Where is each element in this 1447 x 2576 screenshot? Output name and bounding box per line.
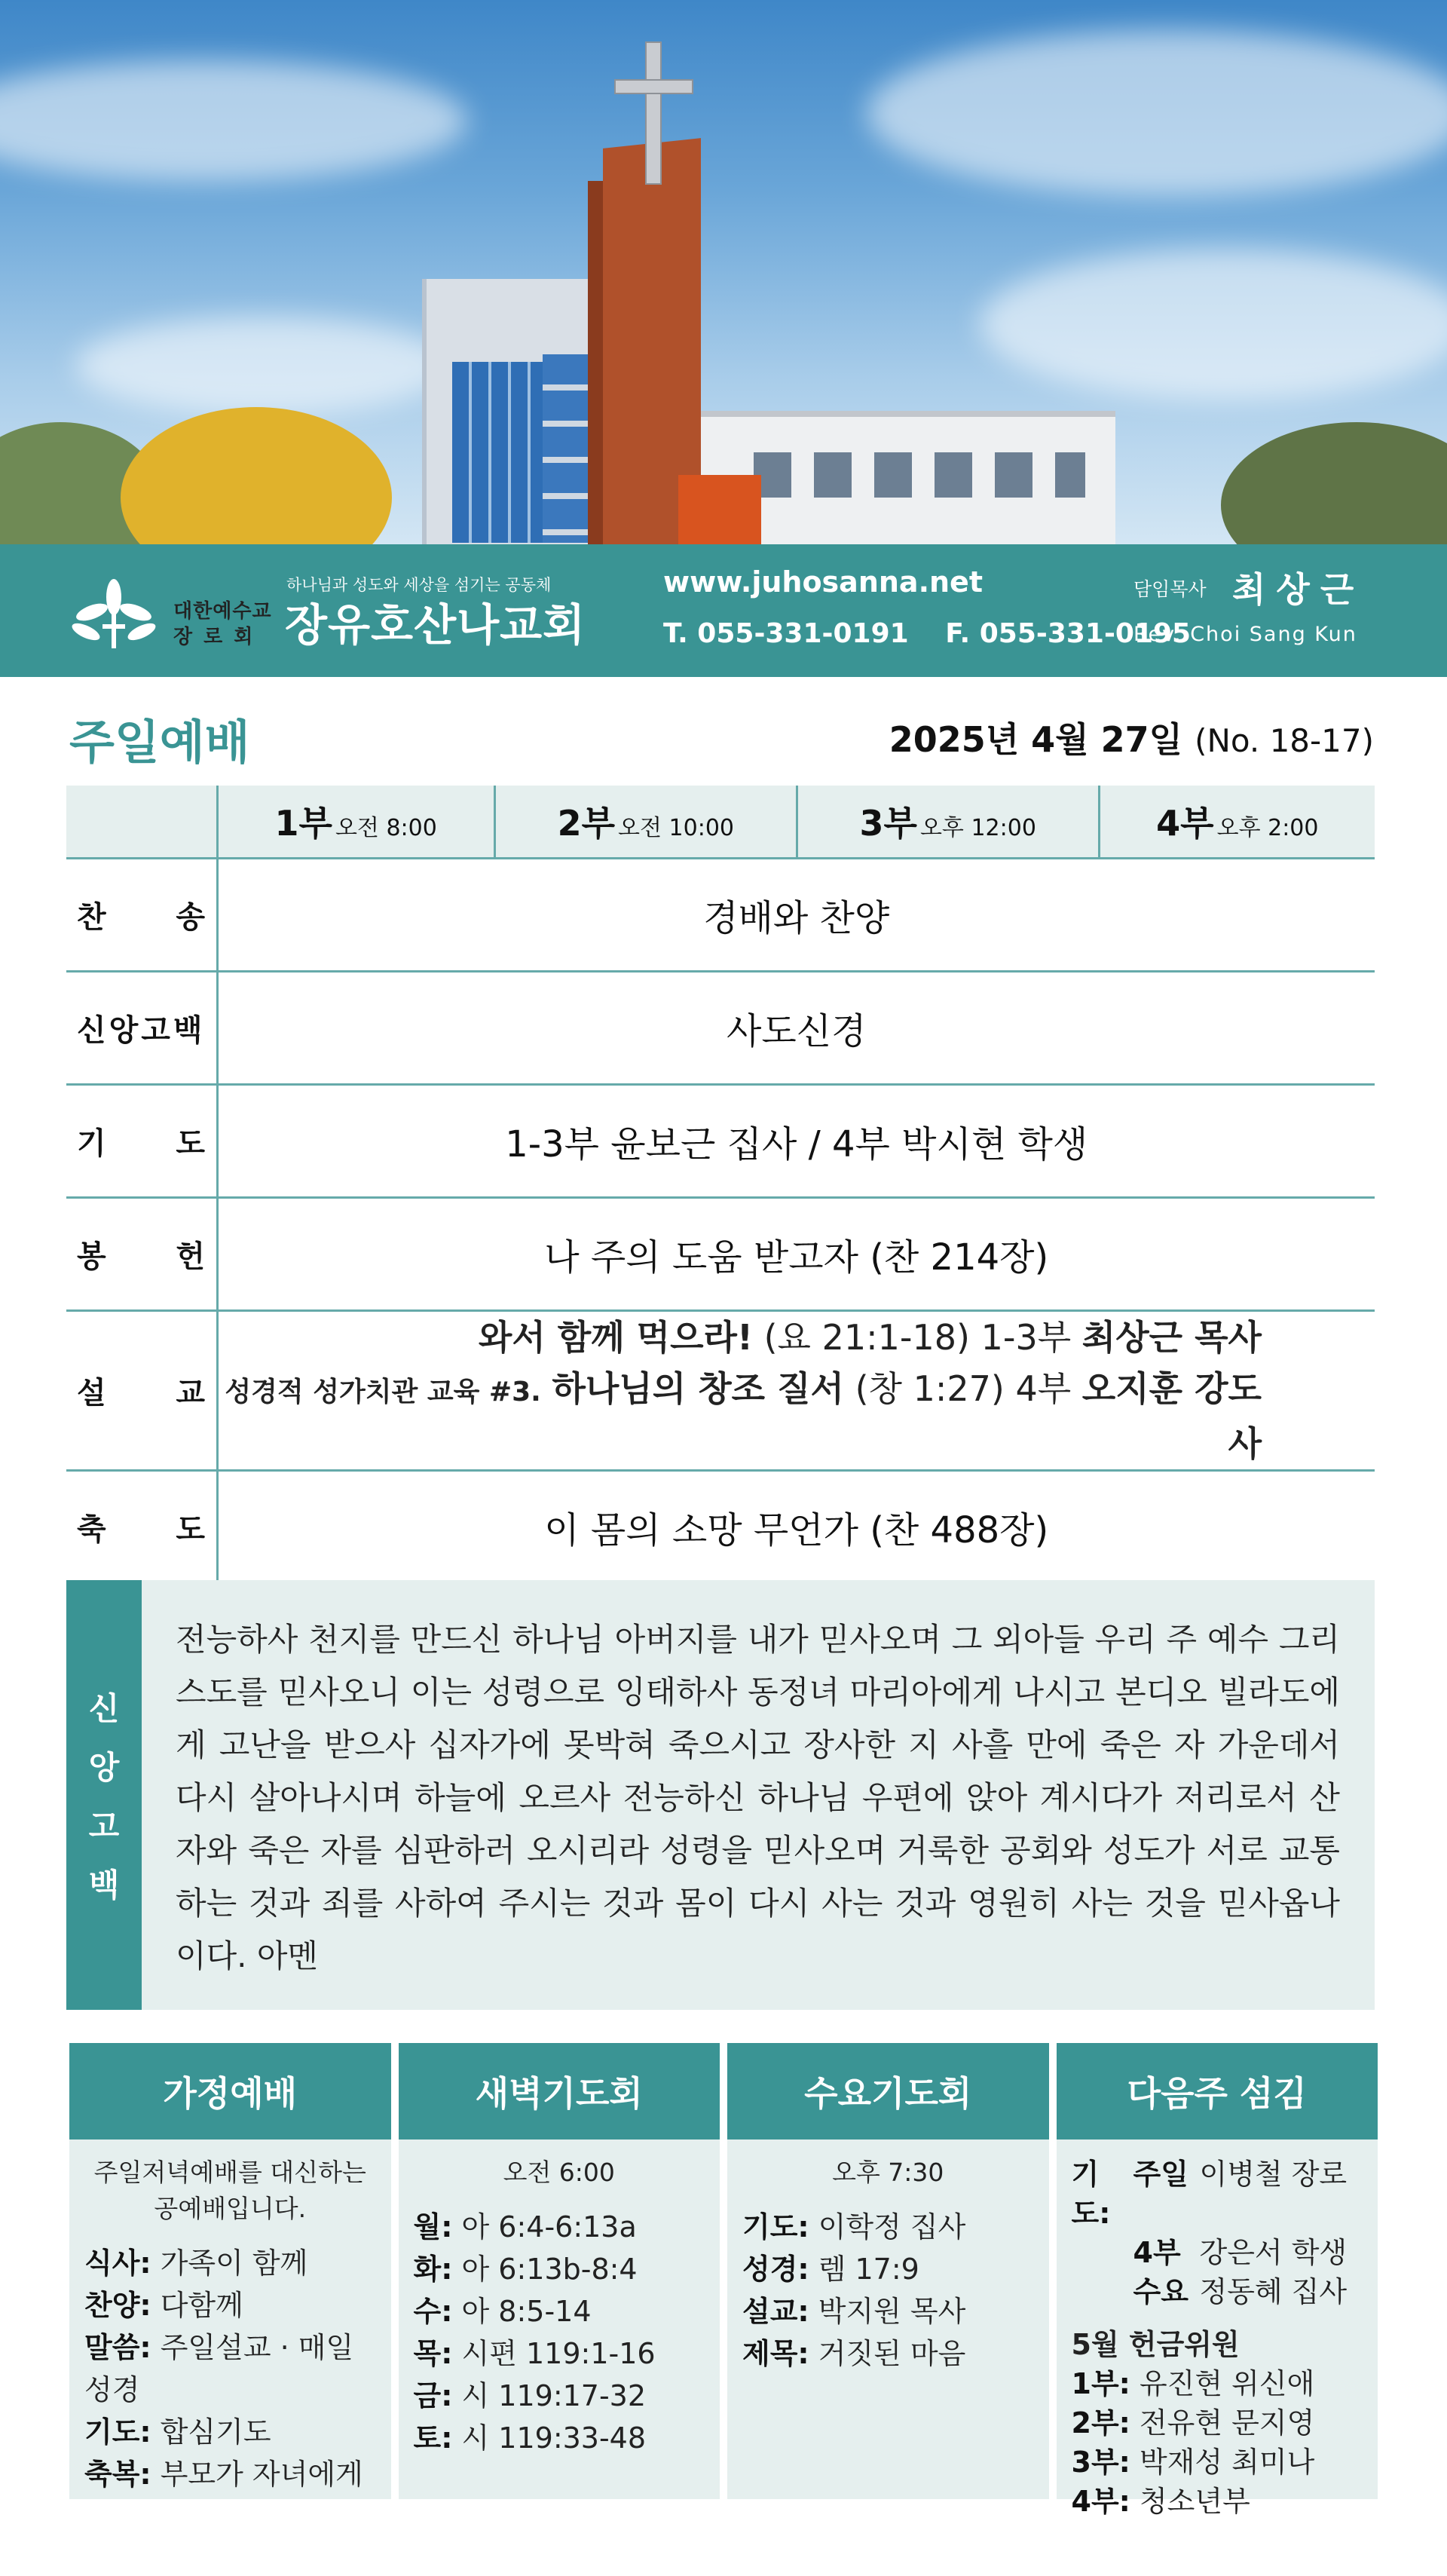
denomination-line1: 대한예수교 <box>173 600 272 623</box>
list-item: 4부 강은서 학생 <box>1133 2236 1348 2269</box>
list-item: 말씀: 주일설교 · 매일성경 <box>84 2331 354 2406</box>
card-title: 새벽기도회 <box>399 2043 720 2140</box>
cross-icon <box>645 41 662 185</box>
service-1: 1부 오전 8:00 <box>217 786 494 858</box>
list-item: 찬양: 다함께 <box>84 2289 243 2322</box>
sermon-value <box>217 1310 1375 1470</box>
service-4: 4부 오후 2:00 <box>1099 786 1375 858</box>
row-label-creed: 신앙고백 <box>66 971 217 1084</box>
bulletin-date <box>889 712 1374 762</box>
table-corner <box>66 786 217 858</box>
list-item: 2부: 전유현 문지영 <box>1071 2406 1315 2440</box>
creed-text: 전능하사 천지를 만드신 하나님 아버지를 내가 믿사오며 그 외아들 우리 주 예수 그리스도를 믿사오니 이는 성령으로 잉태하사 동정녀 마리아에게 나시고 본디오 빌라도에게 고난을 받으사 십자가에 못박혀 죽으시고 장사한 지 사흘 만에 죽은 자 가운데서 다시 살아나시며 하늘에 오르사 전능하신 하나님 우편에 앉아 계시다가 저리로서 산 자와 죽은 자를 심판하러 오시리라 성령을 믿사오며 거룩한 공회와 성도가 서로 교통하는 것과 죄를 사하여 주시는 것과 몸이 다시 사는 것과 영원히 사는 것을 믿사옵나이다. 아멘 <box>176 1621 1340 1974</box>
list-item: 설교: 박지원 목사 <box>742 2295 966 2328</box>
pastor-title: 담임목사 <box>1133 578 1207 600</box>
creed-value: 사도신경 <box>217 971 1375 1084</box>
list-item: 식사: 가족이 함께 <box>84 2247 308 2280</box>
pastor-name: 최상근 <box>1232 569 1365 610</box>
list-item: 수요 정동혜 집사 <box>1133 2275 1348 2308</box>
card-note: 주일저녁예배를 대신하는 공예배입니다. <box>93 2158 366 2223</box>
family-worship-card <box>69 2043 391 2499</box>
list-item: 4부: 청소년부 <box>1071 2485 1250 2518</box>
list-item: 제목: 거짓된 마음 <box>742 2337 966 2370</box>
worship-order-table <box>66 786 1375 1585</box>
table-row <box>66 1197 1375 1310</box>
church-slogan: 하나님과 성도와 세상을 섬기는 공동체 <box>286 576 552 594</box>
table-row <box>66 971 1375 1084</box>
section-title: 주일예배 <box>69 715 250 770</box>
church-logo-icon <box>69 573 158 651</box>
sermon-line-1: 와서 함께 먹으라! (요 21:1-18) 1-3부 최상근 목사 <box>478 1316 1262 1358</box>
service-2: 2부 오전 10:00 <box>494 786 797 858</box>
list-item: 화: 아 6:13b-8:4 <box>413 2253 638 2286</box>
benediction-value: 이 몸의 소망 무언가 (찬 488장) <box>217 1470 1375 1583</box>
row-label-benediction: 축 도 <box>66 1470 217 1583</box>
table-row <box>66 1310 1375 1470</box>
info-cards <box>69 2043 1378 2518</box>
fax-number: F. 055-331-0195 <box>945 618 1192 649</box>
list-item: 목: 시편 119:1-16 <box>413 2337 656 2370</box>
card-title: 가정예배 <box>69 2043 391 2140</box>
row-label-offering: 봉 헌 <box>66 1197 217 1310</box>
praise-value: 경배와 찬양 <box>217 858 1375 971</box>
wednesday-prayer-card <box>727 2043 1049 2499</box>
dawn-prayer-card <box>399 2043 720 2499</box>
list-item: 기도: 주일 이병철 장로 <box>1071 2158 1348 2230</box>
card-title: 다음주 섬김 <box>1057 2043 1378 2140</box>
list-item: 월: 아 6:4-6:13a <box>413 2210 637 2244</box>
row-label-prayer: 기 도 <box>66 1084 217 1197</box>
list-item: 기도: 합심기도 <box>84 2415 271 2449</box>
card-time: 오전 6:00 <box>503 2158 615 2187</box>
list-item: 성경: 렘 17:9 <box>742 2253 919 2286</box>
table-row <box>66 858 1375 971</box>
row-label-sermon: 설 교 <box>66 1310 217 1470</box>
list-item: 축복: 부모가 자녀에게 <box>84 2458 363 2491</box>
church-building-photo <box>0 0 1447 544</box>
sermon-line-2: 성경적 성가치관 교육 #3. 하나님의 창조 질서 (창 1:27) 4부 오지훈 강도사 <box>225 1368 1262 1464</box>
prayer-value: 1-3부 윤보근 집사 / 4부 박시현 학생 <box>217 1084 1375 1197</box>
pastor-name-en: Rev. Choi Sang Kun <box>1133 623 1357 646</box>
table-row <box>66 1084 1375 1197</box>
date-text: 2025년 4월 27일 <box>889 719 1183 760</box>
list-item: 3부: 박재성 최미나 <box>1071 2446 1315 2479</box>
card-time: 오후 7:30 <box>832 2158 944 2187</box>
table-row <box>66 1470 1375 1583</box>
offering-committee-title: 5월 헌금위원 <box>1071 2328 1240 2361</box>
offering-value: 나 주의 도움 받고자 (찬 214장) <box>217 1197 1375 1310</box>
list-item: 1부: 유진현 위신애 <box>1071 2367 1315 2400</box>
list-item: 기도: 이학정 집사 <box>742 2210 966 2244</box>
service-times-row <box>66 786 1375 858</box>
denomination-line2: 장로회 <box>173 626 265 648</box>
church-name: 장유호산나교회 <box>285 599 586 651</box>
list-item: 금: 시 119:17-32 <box>413 2379 647 2412</box>
card-title: 수요기도회 <box>727 2043 1049 2140</box>
next-week-service-card <box>1057 2043 1378 2518</box>
tel-number[interactable]: T. 055-331-0191 <box>663 618 909 649</box>
website-link[interactable]: www.juhosanna.net <box>663 565 983 599</box>
creed-side-label: 신 앙 고 백 <box>66 1580 142 2010</box>
issue-number: (No. 18-17) <box>1195 722 1374 759</box>
list-item: 수: 아 8:5-14 <box>413 2295 592 2328</box>
apostles-creed-box <box>66 1580 1375 2010</box>
service-3: 3부 오후 12:00 <box>797 786 1099 858</box>
row-label-praise: 찬 송 <box>66 858 217 971</box>
list-item: 토: 시 119:33-48 <box>413 2421 647 2455</box>
